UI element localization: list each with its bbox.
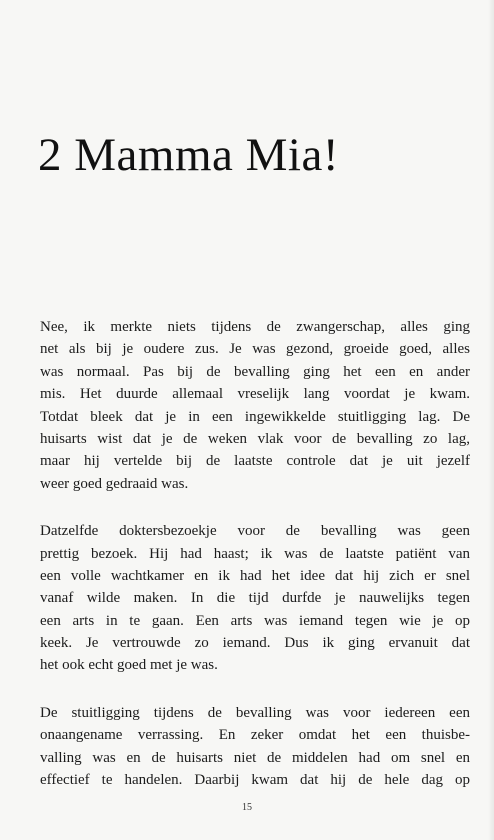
text-line: Nee, ik merkte niets tijdens de zwangerschap, alles ging <box>40 319 470 335</box>
text-line: net als bij je oudere zus. Je was gezond, groeide goed, alles <box>40 341 470 358</box>
text-line: het ook echt goed met je was. <box>40 657 218 674</box>
text-line: een volle wachtkamer en ik had het idee dat hij zich er snel <box>40 567 470 584</box>
text-line: weer goed gedraaid was. <box>40 475 189 492</box>
text-line: vanaf wilde maken. In die tijd durfde je nauwelijks tegen <box>40 590 470 607</box>
text-line: onaangename verrassing. En zeker omdat het een thuisbe- <box>40 727 470 744</box>
text-line: valling was en de huisarts niet de middelen had om snel en <box>40 749 470 766</box>
text-line: was normaal. Pas bij de bevalling ging het een en ander <box>40 363 470 380</box>
text-line: De stuitligging tijdens de bevalling was voor iedereen een <box>40 704 470 721</box>
paragraph-3 <box>40 702 470 792</box>
text-line: prettig bezoek. Hij had haast; ik was de laatste patiënt van <box>40 545 470 562</box>
text-line: keek. Je vertrouwde zo iemand. Dus ik ging ervanuit dat <box>40 635 470 652</box>
paragraph-2 <box>40 520 470 677</box>
paragraph-1 <box>40 316 470 495</box>
text-line: mis. Het duurde allemaal vreselijk lang voordat je kwam. <box>40 386 470 403</box>
text-line: maar hij vertelde bij de laatste controle dat je uit jezelf <box>40 453 470 470</box>
page-number: 15 <box>242 802 252 813</box>
text-line: Totdat bleek dat je in een ingewikkelde stuitligging lag. De <box>40 408 470 425</box>
text-line: huisarts wist dat je de weken vlak voor de bevalling zo lag, <box>40 430 470 447</box>
text-line: Datzelfde doktersbezoekje voor de bevalling was geen <box>40 523 470 540</box>
body-text <box>40 316 470 816</box>
text-line: effectief te handelen. Daarbij kwam dat hij de hele dag op <box>40 772 470 789</box>
text-line: een arts in te gaan. Een arts was iemand tegen wie je op <box>40 612 470 629</box>
chapter-title: 2 Mamma Mia! <box>38 129 339 181</box>
page-edge-shadow <box>488 0 494 840</box>
